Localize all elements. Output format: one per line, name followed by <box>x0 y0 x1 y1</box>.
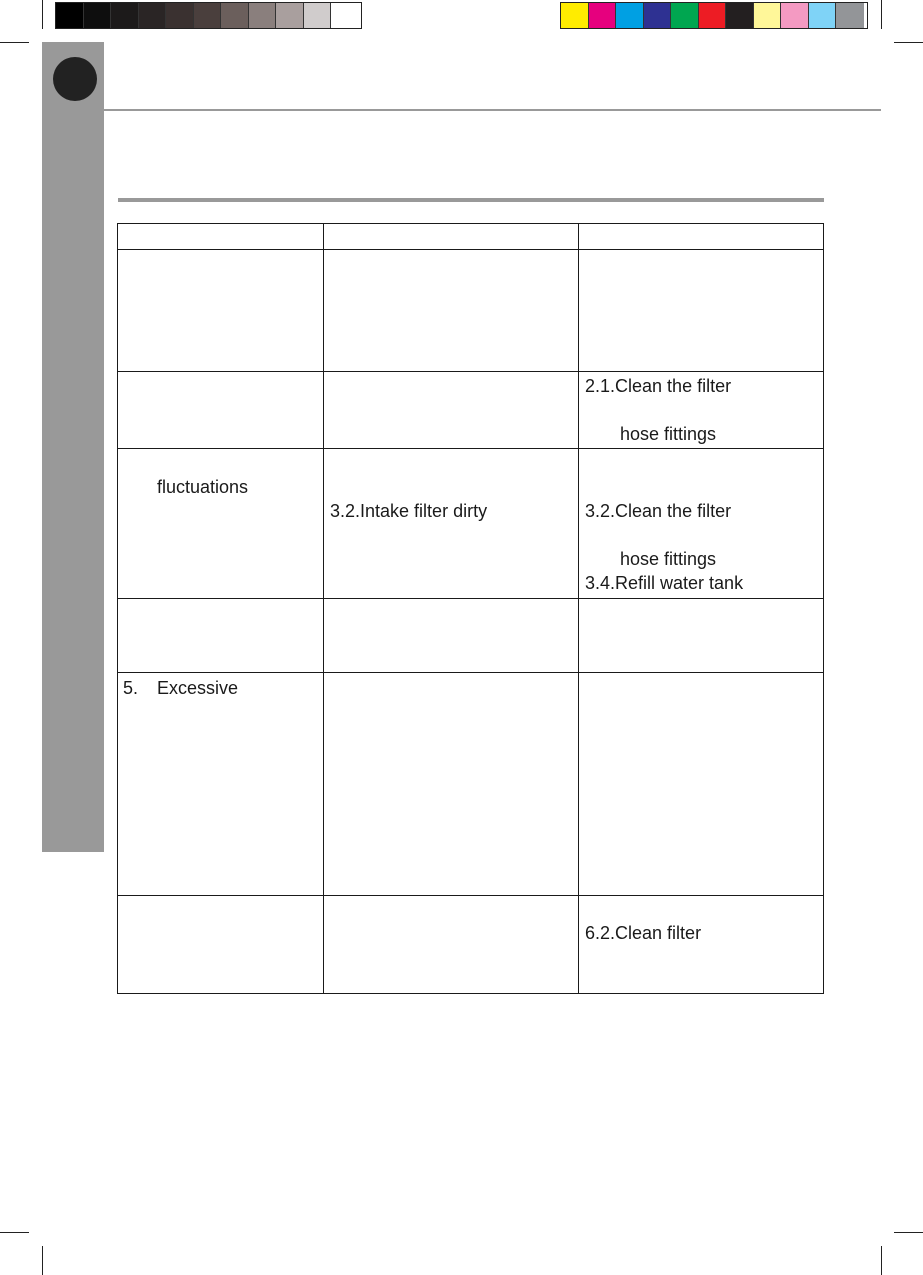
header-cell-cause <box>324 224 579 250</box>
header-rule <box>104 109 881 111</box>
remedy-text: hose fittings <box>620 424 717 444</box>
problem-cell <box>118 896 324 994</box>
crop-mark <box>894 1232 923 1233</box>
cause-cell <box>324 250 579 372</box>
remedy-cell <box>579 896 824 994</box>
crop-mark <box>894 42 923 43</box>
section-rule <box>118 198 824 202</box>
color-swatch <box>84 3 112 28</box>
problem-text: fluctuations <box>157 477 249 497</box>
problem-cell <box>118 673 324 896</box>
cause-text: 3.2.Intake filter dirty <box>330 501 488 521</box>
problem-cell <box>118 449 324 599</box>
crop-mark <box>0 1232 29 1233</box>
color-swatch <box>249 3 277 28</box>
color-swatch <box>754 3 782 28</box>
table-row <box>118 449 824 599</box>
header-cell-problem <box>118 224 324 250</box>
problem-number: 5. <box>123 678 139 698</box>
table-row <box>118 372 824 449</box>
crop-mark <box>42 0 43 29</box>
problem-text: Excessive <box>157 678 239 698</box>
color-swatch <box>836 3 864 28</box>
color-swatch <box>809 3 837 28</box>
crop-mark <box>0 42 29 43</box>
header-cell-remedy <box>579 224 824 250</box>
cause-cell <box>324 673 579 896</box>
color-swatch <box>726 3 754 28</box>
table-row <box>118 599 824 673</box>
troubleshooting-table <box>117 223 824 994</box>
color-swatch <box>671 3 699 28</box>
remedy-cell <box>579 449 824 599</box>
remedy-text: hose fittings <box>620 549 717 569</box>
color-swatch <box>699 3 727 28</box>
color-swatch <box>56 3 84 28</box>
color-swatch <box>781 3 809 28</box>
process-color-bar <box>560 2 868 29</box>
problem-cell <box>118 250 324 372</box>
color-swatch <box>304 3 332 28</box>
section-marker-dot <box>53 57 97 101</box>
table-row <box>118 673 824 896</box>
cause-cell <box>324 896 579 994</box>
color-swatch <box>589 3 617 28</box>
table-row <box>118 250 824 372</box>
remedy-cell <box>579 599 824 673</box>
table-row <box>118 896 824 994</box>
cause-cell <box>324 449 579 599</box>
side-tab <box>42 42 104 852</box>
problem-cell <box>118 599 324 673</box>
color-swatch <box>616 3 644 28</box>
color-swatch <box>221 3 249 28</box>
problem-cell <box>118 372 324 449</box>
color-swatch <box>561 3 589 28</box>
remedy-text: 3.2.Clean the filter <box>585 501 732 521</box>
color-swatch <box>166 3 194 28</box>
crop-mark <box>881 0 882 29</box>
remedy-text: 3.4.Refill water tank <box>585 573 744 593</box>
table-header-row <box>118 224 824 250</box>
crop-mark <box>881 1246 882 1275</box>
color-swatch <box>111 3 139 28</box>
color-swatch <box>644 3 672 28</box>
cause-cell <box>324 372 579 449</box>
remedy-cell <box>579 372 824 449</box>
color-swatch <box>331 3 359 28</box>
grayscale-color-bar <box>55 2 362 29</box>
cause-cell <box>324 599 579 673</box>
color-swatch <box>139 3 167 28</box>
remedy-cell <box>579 673 824 896</box>
remedy-text: 6.2.Clean filter <box>585 923 702 943</box>
color-swatch <box>276 3 304 28</box>
color-swatch <box>194 3 222 28</box>
remedy-text: 2.1.Clean the filter <box>585 376 732 396</box>
remedy-cell <box>579 250 824 372</box>
crop-mark <box>42 1246 43 1275</box>
